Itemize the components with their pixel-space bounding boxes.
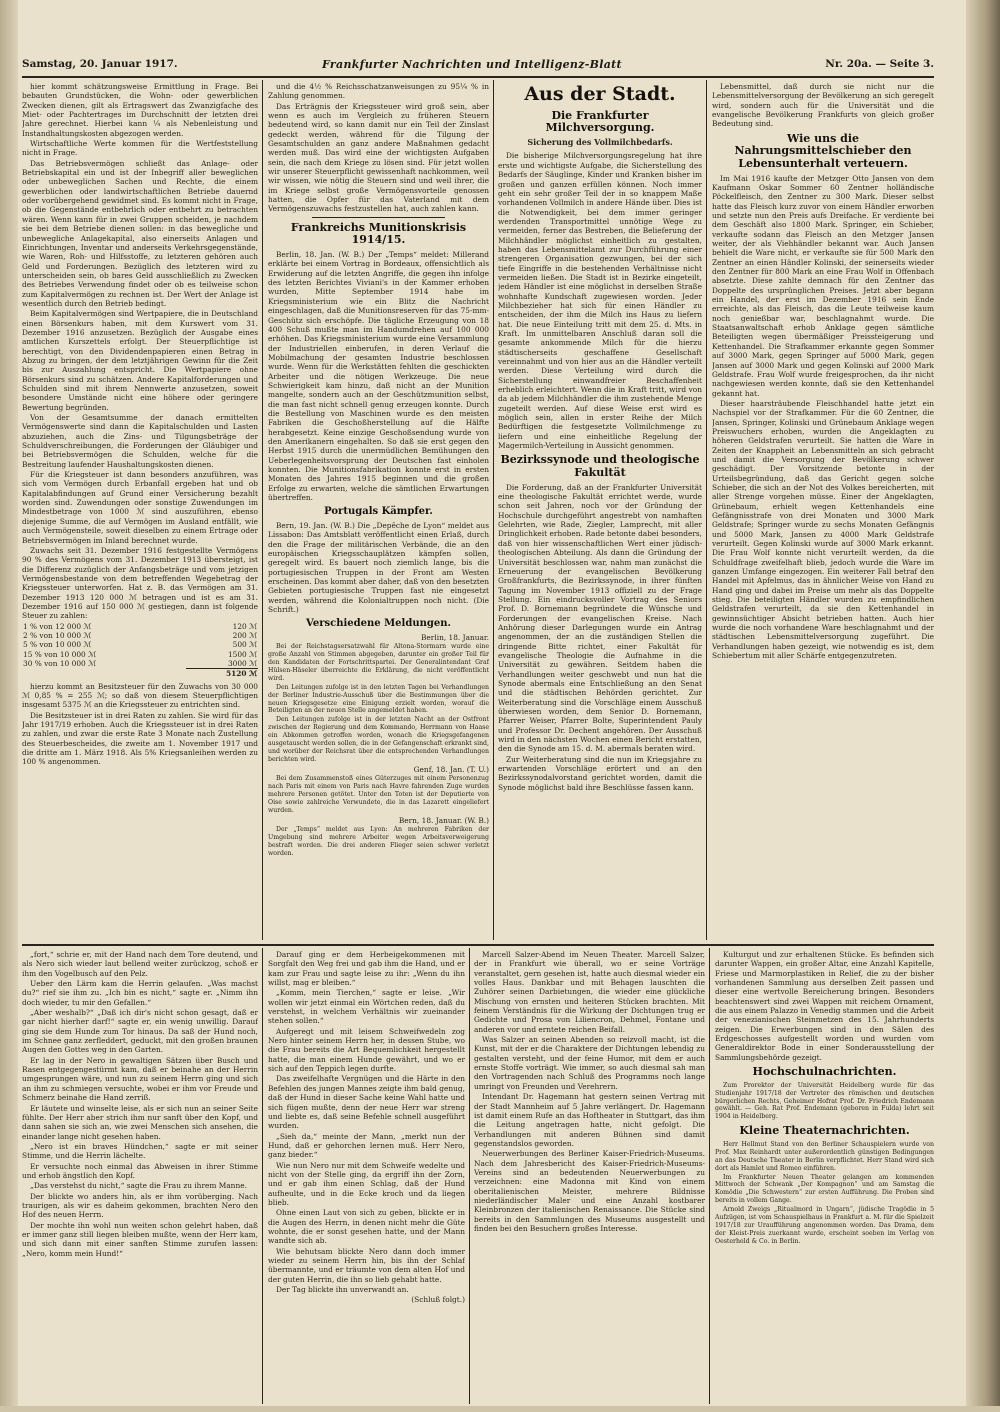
paragraph: „Das verstehst du nicht,“ sagte die Frau zu ihrem Manne.: [30, 1181, 247, 1191]
paragraph: Berlin, 18. Jan. (W. B.) Der „Temps“ meldet: Millerand erklärte bei einem Vortrag in Bordeaux, offensichtlich als Erwiderung auf die letzten Angriffe, die gegen ihn infolge des letzten Berichtes Viviani's in der Kammer erhoben wurden, Mitte September 1914 habe im Kriegsministerium wie ein Blitz die Nachricht eingeschlagen, daß die Munitionsreserven für das 75-mm-Geschütz sich erschöpfe. Die tägliche Erzeugung von 18 400 Schuß mußte man im Handumdrehen auf 100 000 erhöhen. Das Kriegsministerium wurde eine Versammlung der Industriellen einberufen, in deren Verlauf die Mobilmachung der gesamten Industrie beschlossen wurde. Wenn für die Werkstätten fehlten die geschickten Arbeiter und die nötigen Werkzeuge. Die neue Schwierigkeit kam hinzu, daß nicht an der Munition mangelte, sondern auch an der Geschützmunition selbst, die man fast nicht schnell genug erzeugen konnte. Durch die Bestellung von Maschinen wurde es den meisten Fabriken die Geschoßherstellung auf die Hälfte herabgesetzt. Keine einzige Geschoßsendung wurde von den Amerikanern eingehalten. So daß sie erst gegen den Herbst 1915 durch die unermüdlichen Bemühungen den Ueberlegenheitsvorsprung der Deutschen fast einholen konnten. Die Munitionsfabrikation konnte erst in ersten Monaten des Jahres 1915 beginnen und die großen Erfolge zu erwarten, welche die sämtlichen Erwartungen übertreffen.: [268, 250, 489, 503]
tax-example-table: [22, 622, 258, 679]
paragraph: Der „Temps“ meldet aus Lyon: An mehreren Fabriken der Umgebung sind mehrere Arbeiter wegen Arbeitsverweigerung bestraft worden. Die drei anderen Flieger seien schwer verletzt worden.: [268, 825, 489, 857]
table-row: [22, 640, 258, 649]
table-cell-value: 500 ℳ: [232, 640, 257, 650]
subheadline-milk: Sicherung des Vollmilchbedarfs.: [527, 137, 673, 148]
headline-milk-supply: Die Frankfurter Milchversorgung.: [545, 108, 655, 135]
paragraph: Zum Prorektor der Universität Heidelberg wurde für das Studienjahr 1917/18 der Vertreter des römischen und deutschen bürgerlichen Rechts, Geheimer Hofrat Prof. Dr. Friedrich Endemann gewählt. — Geh. Rat Prof. Endemann (geboren in Fulda) lehrt seit 1904 in Heidelberg.: [715, 1081, 934, 1121]
section-title-city: Aus der Stadt.: [524, 83, 676, 105]
table-total: 5120 ℳ: [225, 669, 257, 679]
paragraph: Zur Weiterberatung sind die nun im Kriegsjahre zu erwartenden Vorschläge erörtert und an den Bezirkssynodalvorstand gerichtet worden, damit die Synode möglichst bald ihre Beschlüsse fassen kann.: [498, 754, 702, 792]
paragraph: Er läutete und winselte leise, als er sich nun an seiner Seite fühlte. Der Herr aber strich ihm nur sanft über den Kopf, und dann sahen sie sich an, wie zwei Menschen sich ansehen, die einander lange nicht gesehen haben.: [22, 1103, 258, 1141]
paragraph: Das Erträgnis der Kriegssteuer wird groß sein, aber wenn es auch im Vergleich zu früheren Steuern bedeutend wird, so kann damit nur ein Teil der Zinslast gedeckt werden, während für die Tilgung der Gesamtschulden an ganz andere Maßnahmen gedacht werden muß. Das wird eine der wichtigsten Aufgaben sein, die nach dem Kriege zu lösen sind. Für jetzt wollen wir unserer Steuerpflicht gewissenhaft nachkommen, weil wir wissen, wie nötig die Steuern sind und weil ihrer, die im Kriege selbst große Vermögensvorteile genossen hatten, die Opfer für das Vaterland mit dem Vermögenszuwachs festzustellen hat, auch zahlen kann.: [268, 101, 489, 214]
table-cell-label: 30 % von 10 000 ℳ: [23, 659, 96, 669]
bottom-column-rule-2: [469, 948, 470, 1404]
paragraph: und die 4½ % Reichsschatzanweisungen zu 95¼ % in Zahlung genommen.: [268, 82, 489, 101]
paragraph: „fort,“ schrie er, mit der Hand nach dem Tore deutend, und als Nero sich wieder laut bellend weiter zurückzog, schoß er ihm den Vogelbusch auf den Pelz.: [22, 950, 258, 978]
paragraph: hierzu kommt an Besitzsteuer für den Zuwachs von 30 000 ℳ 0,85 % = 255 ℳ; so daß von diesem Steuerpflichtigen insgesamt 5375 ℳ an die Kriegssteuer zu entrichten sind.: [22, 681, 258, 710]
paragraph: Im Mai 1916 kaufte der Metzger Otto Jansen von dem Kaufmann Oskar Sommer 60 Zentner holländische Pöckelfleisch, den Zentner zu 300 Mark. Dieser selbst hatte das Fleisch kurz zuvor von einem Händler erworben und setzte nun den Preis aufs Dreifache. Er verdiente bei dem Geschäft also 1800 Mark. Springer, ein Schieber, verkaufte sodann das Fleisch an den Metzger Jansen weiter, der als Viehhändler bekannt war. Auch Jansen behielt die Ware nicht, er verkaufte sie für 500 Mark den Zentner an einen Händler Kolinski, der seinerseits wieder den Zentner für 800 Mark an eine Frau Wolf in Offenbach absetzte. Diese zahlte demnach für den Zentner das Doppelte des ursprünglichen Preises. Jetzt aber begann ein Handel, der erst im Dezember 1916 sein Ende erreichte, als das Fleisch, das die Leute teilweise kaum noch genießbar war, beschlagnahmt wurde. Die Staatsanwaltschaft erhob Anklage gegen sämtliche Beteiligten wegen übermäßiger Preissteigerung und Kettenhandel. Die Strafkammer erkannte gegen Sommer auf 3000 Mark, gegen Springer auf 5000 Mark, gegen Jansen auf 3000 Mark und gegen Kolinski auf 2000 Mark Geldstrafe. Frau Wolf wurde freigesprochen, da ihr nicht nachgewiesen werden konnte, daß sie den Kettenhandel gekannt hat.: [712, 173, 934, 398]
header-rule: [22, 76, 934, 78]
paragraph: „Komm, mein Tierchen,“ sagte er leise. „Wir wollen wir jetzt einmal ein Wörtchen reden, daß du verstehst, in welchem Verhältnis wir zueinander stehen sollen.“: [268, 988, 465, 1026]
table-cell-label: 15 % von 10 000 ℳ: [23, 649, 96, 659]
paragraph: Aufgeregt und mit leisem Schweifwedeln zog Nero hinter seinem Herrn her, in dessen Stube, wo die Frau bereits die Art Bequemlichkeit hergestellt hatte, die man einem Hunde gewährt, und wo er sich auf den Teppich legen durfte.: [268, 1026, 465, 1074]
paragraph: Die Forderung, daß an der Frankfurter Universität eine theologische Fakultät errichtet werde, wurde schon seit Jahren, noch vor der Gründung der Hochschule durchgeführt angestrebt von namhaften Gelehrten, wie Rade, Ziegler, Lamprecht, mit aller Dringlichkeit erhoben. Rade betonte dabei besonders, daß von hier wissenschaftlichen Wert einer jüdisch-theologischen Abteilung. Als dann die Gründung der Universität beschlossen war, nahm man zunächst die Erneuerung der evangelischen Bevölkerung Großfrankfurts, die Bezirkssynode, in ihrer fünften Tagung im November 1913 offiziell zu der Frage Stellung. Ein eindrucksvoller Vortrag des Seniors Prof. D. Bornemann begründete die Wünsche und Forderungen der evangelischen Kreise. Nach Anhörung dieser Darlegungen wurde ein Antrag angenommen, der an die zuständigen Stellen die dringende Bitte richtet, einer Fakultät für evangelische Theologie die Aufnahme in die Universität zu gewähren. Seitdem haben die Verhandlungen weiter geschwebt und nun hat die Synode abermals eine Entschließung an den Senat und die städtischen Behörden gerichtet. Zur Weiterberatung sind die Vorschläge einem Ausschuß überwiesen worden, dem Senior D. Bornemann, Pfarrer Weiser, Pfarrer Bolte, Superintendent Pauly und Professor Dr. Dechent angehören. Der Ausschuß wird in den nächsten Wochen einen Bericht erstatten, den die Synode am 15. d. M. abermals beraten wird.: [498, 482, 702, 754]
paragraph: Wirtschaftliche Werte kommen für die Wertfeststellung nicht in Frage.: [22, 139, 258, 158]
paragraph: Ohne einen Laut von sich zu geben, blickte er in die Augen des Herrn, in denen nicht mehr die Güte wohnte, die er sonst gesehen hatte, und der Mann wandte sich ab.: [268, 1208, 465, 1246]
table-cell-value: 1500 ℳ: [227, 649, 257, 659]
story-continuation-note: (Schluß folgt.): [411, 1295, 465, 1305]
paragraph: Arnold Zweigs „Ritualmord in Ungarn“, jüdische Tragödie in 5 Aufzügen, ist vom Schauspielhaus in Frankfurt a. M. für die Spielzeit 1917/18 zur Uraufführung angenommen worden. Das Drama, dem der Kleist-Preis zuerkannt wurde, erscheint soeben im Verlag von Oesterheld & Co. in Berlin.: [715, 1206, 934, 1245]
paragraph: Darauf ging er dem Herbeigekommenen mit Sorgfalt den Weg frei und gab ihm die Hand, und er kam zur Frau und sagte leise zu ihr: „Wenn du ihn willst, mag er bleiben.“: [268, 950, 465, 988]
paragraph: Im Frankfurter Neuen Theater gelangen am kommenden Mittwoch der Schwank „Der Kompagnon“ und am Samstag die Komödie „Die Schwestern“ zur ersten Aufführung. Die Proben sind bereits in vollem Gange.: [715, 1173, 934, 1205]
column-rule-3: [706, 80, 707, 940]
column-news: [268, 82, 489, 942]
page-edge-right: [966, 0, 1000, 1412]
dateline: Bern, 18. Januar. (W. B.): [398, 815, 489, 825]
paragraph: Er versuchte noch einmal das Abweisen in ihrer Stimme und erhob ängstlich den Kopf.: [22, 1161, 258, 1180]
paragraph: Kulturgut und zur erhaltenen Stücke. Es befinden sich darunter Wappen, ein großer Altar, eine Anzahl Kapitelle, Friese und Marmorplastiken in Relief, die zu der bisher vorhandenen Sammlung aus derselben Zeit passen und dieser eine wertvolle Bereicherung bringen. Besonders beachtenswert sind zwei Wappen mit reichem Ornament, die aus einem Palazzo in Venedig stammen und die Arbeit der venezianischen Steinmetzen des 15. Jahrhunderts zeigen. Die Erwerbungen sind in den Sälen des Erdgeschosses aufgestellt worden und wurden vom Generaldirektor Bode in einer Sonderausstellung der Sammlungsbehörde gezeigt.: [715, 950, 934, 1062]
headline-theology-faculty: Bezirkssynode und theologische Fakultät: [500, 453, 700, 480]
paragraph: „Aber weshalb?“ „Daß ich dir's nicht schon gesagt, daß er gar nicht hierher darf!“ sagte er, ein wenig unwillig. Darauf ging sie dem Hunde zum Tor hinaus. Da saß der Hund noch, im Schnee ganz zerfleddert, geduckt, mit den großen braunen Augen den Gottes weg in den Garten.: [22, 1008, 258, 1055]
paragraph: Herr Hellmut Stand von den Berliner Schauspielern wurde von Prof. Max Reinhardt unter außerordentlich günstigen Bedingungen an das Deutsche Theater in Berlin verpflichtet. Herr Stand wird sich dort als Hamlet und Romeo einführen.: [715, 1140, 934, 1172]
table-cell-value: 200 ℳ: [232, 630, 257, 640]
paragraph: Die bisherige Milchversorgungsregelung hat ihre erste und wichtigste Aufgabe, die Sicherstellung des Bedarfs der Säuglinge, Kinder und Kranken bisher im großen und ganzen erfüllen können. Noch immer geht ein sehr großer Teil der in so knappem Maße vorhandenen Vollmilch in andere Hände über. Dies ist die Notwendigkeit, bei dem immer geringer werdenden Transportmittel unnötige Wege zu vermeiden, ferner das Bestreben, die Belieferung der Milchhändler möglichst einheitlich zu gestalten, haben das Lebensmittelamt zur Durchführung einer strengeren Organisation gezwungen, bei der sich tiefe Eingriffe in die bestehenden Verhältnisse nicht vermeiden ließen. Die Stadt ist in Bezirke eingeteilt, jedem Händler ist eine möglichst in derselben Straße wohnhafte Kundschaft zugewiesen worden. Jeder Milchbezieher hat sich für einen Händler zu entscheiden, der ihm die Milch ins Haus zu liefern hat. Die neue Einteilung tritt mit dem 25. d. Mts. in Kraft. Im unmittelbaren Anschluß daran soll die gesamte ankommende Milch für die hierzu städtischerseits geschaffene Gesellschaft vereinnahmt und von hier aus an die Händler verteilt werden. Diese Verteilung wird durch die Sicherstellung einwandfreier Beschaffenheit erheblich erleichtert. Wenn die in Kraft tritt, wird von da ab jedem Milchhändler die ihm zustehende Menge zugeteilt werden. Auf diese Weise erst wird es möglich sein, allen in erster Reihe der Milch Bedürftigen die festgesetzte Vollmilchmenge zu liefern und eine einheitliche Regelung der Magermilch-Verteilung in Aussicht genommen.: [498, 151, 702, 451]
paragraph: „Sieh da,“ meinte der Mann, „merkt nun der Hund, daß er gehorchen lernen muß. Herr Nero, ganz bieder.“: [268, 1131, 465, 1160]
paragraph: Dieser haarsträubende Fleischhandel hatte jetzt ein Nachspiel vor der Strafkammer. Für die 60 Zentner, die Jansen, Springer, Kolinski und Grünebaum Anklage wegen Preiswuchers erhoben, wurden die Angeklagten zu höheren Geldstrafen verurteilt. Sie hatten die Ware in Zeiten der Knappheit an Lebensmitteln an sich gebracht und damit die Versorgung der Bevölkerung schwer geschädigt. Der Vorsitzende betonte in der Urteilsbegründung, daß das Gericht gegen solche Schieber, die sich an der Not des Volkes bereicherten, mit aller Strenge vorgehen müsse. Einer der Angeklagten, Grünebaum, erhielt wegen Kettenhandels eine Gefängnisstrafe von drei Monaten und 3000 Mark Geldstrafe; Springer wurde zu sechs Monaten Gefängnis und 5000 Mark, Jansen zu 4000 Mark Geldstrafe verurteilt. Gegen Kolinski wurde auf 3000 Mark erkannt. Die Frau Wolf konnte nicht verurteilt werden, da die Schuldfrage zweifelhaft blieb, jedoch wurde die Ware im ganzen Umfange eingezogen. Ein weiterer Fall betraf den Handel mit Apfelmus, das in ähnlicher Weise von Hand zu Hand ging und dabei im Preise um mehr als das Doppelte stieg. Die beteiligten Händler wurden zu empfindlichen Geldstrafen verurteilt, da sie den Kettenhandel in gewinnsüchtiger Absicht betrieben hatten. Auch hier wurde die noch vorhandene Ware beschlagnahmt und der städtischen Lebensmittelversorgung zugeführt. Die Verhandlungen haben gezeigt, wie notwendig es ist, dem Schiebertum mit aller Schärfe entgegenzutreten.: [712, 398, 934, 661]
paragraph: Bei der Reichstagsersatzwahl für Altona-Stormarn wurde eine große Anzahl von Stimmen abgegeben, darunter ein großer Teil für den Kandidaten der Fortschrittspartei. Der Generalintendant Graf Hülsen-Häseler überreichte die Erklärung, die nicht veröffentlicht wird.: [268, 643, 489, 682]
page-edge-bottom: [0, 1406, 1000, 1412]
paragraph: Von der Gesamtsumme der danach ermittelten Vermögenswerte sind dann die Kapitalschulden und Lasten abzuziehen, auch die Zins- und Tilgungsbeträge der Schuldverschreibungen, die Forderungen der Gläubiger und bei Betriebsvermögen die Schulden, welche für die Bestreitung laufender Haushaltungskosten dienen.: [22, 413, 258, 469]
paragraph: Wie nun Nero nur mit dem Schweife wedelte und nicht von der Stelle ging, da ergriff ihn der Zorn, und er gab ihm einen Schlag, daß der Hund aufheulte, und in die Ecke kroch und da liegen blieb.: [268, 1160, 465, 1207]
header-masthead: Frankfurter Nachrichten und Intelligenz-Blatt: [322, 58, 622, 71]
headline-portugal: Portugals Kämpfer.: [324, 506, 433, 518]
paragraph: Ueber den Lärm kam die Herrin gelaufen. „Was machst du?“ rief sie ihm zu. „Ich bin es nicht,“ sagte er. „Nimm ihn doch wieder, tu mir den Gefallen.“: [22, 979, 258, 1007]
headline-food-profiteers: Wie uns die Nahrungsmittelschieber den Lebensunterhalt verteuern.: [734, 131, 912, 170]
table-row: [22, 650, 258, 659]
table-row: [22, 659, 258, 669]
paragraph: Den Leitungen zufolge ist in der letzten Nacht an der Ostfront zwischen der Regierung und dem Kommando, Herrmann von Haase ein Abkommen getroffen worden, wonach die Kriegsgefangenen ausgetauscht werden sollen, die in der Gefangenschaft erkrankt sind, und worüber der Reichsrat über die entsprechenden Verhandlungen berichten wird.: [268, 716, 489, 763]
column-rule-1: [262, 80, 263, 940]
paragraph: „Nero ist ein braves Hündchen,“ sagte er mit seiner Stimme, und die Herrin lächelte.: [22, 1141, 258, 1161]
column-food-profiteers: [712, 82, 934, 942]
paragraph: Zuwachs seit 31. Dezember 1916 festgestellte Vermögens 90 % des Vermögens vom 31. Dezember 1913 übersteigt, ist die Differenz zuzüglich der Anfangsbeträge und vom jetzigen Vermögensbestande von dem betreffenden Wegebetrag der Kriegssteuer unterworfen. Hat z. B. das Vermögen am 31. Dezember 1913 120 000 ℳ betragen und ist es am 31. Dezember 1916 auf 150 000 ℳ gestiegen, dann ist folgende Steuer zu zahlen:: [22, 545, 258, 621]
page-header: [22, 58, 934, 74]
bottom-column-rule-3: [709, 948, 710, 1404]
feuilleton-rule: [22, 944, 934, 946]
table-cell-value: 3000 ℳ: [186, 659, 258, 669]
paragraph: Für die Kriegsteuer ist dann besonders anzuführen, was sich vom Vermögen durch Erbanfall ergeben hat und ob Kapitalabfindungen auf Grund einer Versicherung bezahlt worden sind. Zuwendungen oder sonstige Zuwendungen im Mindestbetrage von 1000 ℳ sind auszuführen, ebenso diejenige Summe, die auf Vermögen im Ausland entfällt, wie auch Vermögensteile, soweit dieselben zu einem Ertrage oder Betriebsvermögen im Inland berechnet wurde.: [22, 470, 258, 545]
paragraph: hier kommt schätzungsweise Ermittlung in Frage. Bei bebauten Grundstücken, die Wohn- oder gewerblichen Zwecken dienen, gilt als Ertragswert das Zwanzigfache des Miet- oder Pachtertrages im Durchschnitt der letzten drei Jahre gerechnet. Hierbei kann ¼ als Nebenleistung und Instandhaltungskosten abgezogen werden.: [22, 82, 258, 138]
paragraph: Der blickte wo anders hin, als er ihm vorüberging. Nach traurigen, als wir es daheim gekommen, brachten Nero den Hof des neuen Herrn.: [22, 1191, 258, 1220]
paragraph: Neuerwerbungen des Berliner Kaiser-Friedrich-Museums. Nach dem Jahresbericht des Kaiser-Friedrich-Museums-Vereins sind an bedeutenden Neuerwerbungen zu verzeichnen: eine Madonna mit Kind von einem oberitalienischen Meister, mehrere Bildnisse niederländischer Maler und eine Anzahl kostbarer Kleinbronzen der italienischen Renaissance. Die Stücke sind bereits in den Sammlungen des Museums ausgestellt und finden bei den Besuchern großes Interesse.: [474, 1149, 705, 1233]
table-row: [22, 631, 258, 640]
headline-munitions-crisis: Frankreichs Munitionskrisis 1914/15.: [290, 220, 467, 247]
paragraph: Der Tag blickte ihn unverwandt an.: [276, 1285, 409, 1295]
column-tax-article: [22, 82, 258, 942]
paragraph: Bern, 19. Jan. (W. B.) Die „Depêche de Lyon“ meldet aus Lissabon: Das Amtsblatt veröffentlicht einen Erlaß, durch den die Frage der militärischen Verbände, die an den europäischen Kriegsschauplätzen kämpfen sollen, geregelt wird. Es bauert noch ziemlich lange, bis die portugiesischen Truppen in der Front am Westen erscheinen. Das kommt aber daher, daß von den besetzten Gebieten portugiesische Truppen fast nie eingesetzt werden, während die Kolonialtruppen noch nicht. (Die Schrift.): [268, 520, 489, 614]
table-cell-label: 1 % von 12 000 ℳ: [23, 621, 92, 631]
table-row: [22, 622, 258, 631]
paragraph: Die Besitzsteuer ist in drei Raten zu zahlen. Sie wird für das Jahr 1917/19 erhoben. Auch die Kriegssteuer ist in drei Raten zu zahlen, und zwar die erste Rate 3 Monate nach Zustellung des Steuerbescheides, die zweite am 1. November 1917 und die dritte am 1. März 1918. Als 5% Kriegsanleihen werden zu 100 % angenommen.: [22, 710, 258, 767]
divider: [312, 217, 445, 218]
paragraph: Marcell Salzer-Abend im Neuen Theater. Marcell Salzer, der in Frankfurt wie überall, wo er seine Vorträge veranstaltet, gern gesehen ist, hatte auch diesmal wieder ein volles Haus. Dankbar und mit Behagen lauschten die Zuhörer seinen Darbietungen, die wieder eine glückliche Mischung von ernsten und heiteren Stücken brachten. Mit feinem Verständnis für die Wirkung der Dichtungen trug er Gedichte und Prosa von Liliencron, Dehmel, Fontane und anderen vor und erntete reichen Beifall.: [474, 950, 705, 1034]
column-rule-2: [493, 80, 494, 940]
page-edge-left: [0, 0, 18, 1412]
paragraph: Lebensmittel, daß durch sie nicht nur die Lebensmittelversorgung der Bevölkerung an sich geregelt wird, sondern auch für die Universität und die evangelische Bevölkerung Frankfurts von gleich großer Bedeutung sind.: [712, 82, 934, 129]
table-cell-value: 120 ℳ: [232, 621, 257, 631]
column-city-news: [498, 82, 702, 942]
column-culture-news: [474, 950, 705, 1404]
paragraph: Beim Kapitalvermögen sind Wertpapiere, die in Deutschland einen Börsenkurs haben, mit dem Kurswert vom 31. Dezember 1916 anzusetzen. Bezüglich der Ausgabe eines amtlichen Kurszettels erfolgt. Der Steuerpflichtige ist berechtigt, von den Dividendenpapieren einen Betrag in Abzug zu bringen, der dem letztjährigen Gewinn für die Zeit bis zur Auszahlung entspricht. Die Wertpapiere ohne Börsenkurs sind zu schätzen. Andere Kapitalforderungen und Schulden sind mit ihrem Nennwerte anzusetzen, soweit besondere Umstände nicht eine höhere oder geringere Bewertung begründen.: [22, 309, 258, 412]
paragraph: Was Salzer an seinen Abenden so reizvoll macht, ist die Kunst, mit der er die Charaktere der Dichtungen lebendig zu gestalten versteht, und der feine Humor, mit dem er auch ernste Stoffe vorträgt. Wie immer, so auch diesmal sah man den Vortragenden nach Schluß des Programms noch lange umringt von Freunden und Verehrern.: [474, 1035, 705, 1091]
dateline: Genf, 18. Jan. (T. U.): [413, 764, 489, 774]
header-date: Samstag, 20. Januar 1917.: [22, 58, 178, 70]
column-university-theater: [715, 950, 934, 1404]
header-page-number: Nr. 20a. — Seite 3.: [825, 58, 934, 70]
paragraph: Das zweifelhafte Vergnügen und die Härte in den Befehlen des jungen Mannes zeigte ihm bald genug, daß der Hund in dieser Sache keine Wahl hatte und sich fügen mußte, denn der neue Herr war streng und liebte es, daß seine Befehle schnell ausgeführt wurden.: [268, 1074, 465, 1131]
paragraph: Bei dem Zusammenstoß eines Güterzuges mit einem Personenzug nach Paris mit einem von Paris nach Havre fahrenden Zuge wurden mehrere Personen getötet. Unter den Toten ist der Deputierte von Oise sowie zahlreiche Verwundete, die in das Lazarett eingeliefert wurden.: [268, 775, 489, 814]
headline-various-reports: Verschiedene Meldungen.: [306, 618, 451, 630]
table-cell-label: 5 % von 10 000 ℳ: [23, 640, 92, 650]
headline-theater-news: Kleine Theaternachrichten.: [739, 1124, 910, 1138]
feuilleton-story-part-2: [268, 950, 465, 1404]
bottom-column-rule-1: [262, 948, 263, 1404]
table-cell-label: 2 % von 10 000 ℳ: [23, 630, 92, 640]
feuilleton-story-part-1: [22, 950, 258, 1404]
paragraph: Er lag in der Nero in gewaltigen Sätzen über Busch und Rasen entgegengestürmt kam, daß er beinahe an der Herrin umgesprungen wäre, und nun zu seinem Herrn ging und sich an ihm zu schmiegen versuchte, wobei er ihm vor Freude und Schmerz beinahe die Hand zerriß.: [22, 1055, 258, 1103]
paragraph: Der mochte ihn wohl nun weiten schon gelehrt haben, daß er immer ganz still liegen bleiben mußte, wenn der Herr kam, und sich dann mit einer sanften Stimme zurufen lassen: „Nero, komm mein Hund!“: [22, 1220, 258, 1258]
table-total-row: [22, 669, 258, 679]
paragraph: Intendant Dr. Hagemann hat gestern seinen Vertrag mit der Stadt Mannheim auf 5 Jahre verlängert. Dr. Hagemann ist damit einem Rufe an das Hoftheater in Stuttgart, das ihm die Leitung angetragen hatte, nicht gefolgt. Die Verhandlungen mit anderen Bühnen sind damit gegenstandslos geworden.: [474, 1092, 705, 1148]
paragraph: Wie behutsam blickte Nero dann doch immer wieder zu seinem Herrn hin, bis ihn der Schlaf übermannte, und er träumte von dem alten Hof und der guten Herrin, die ihn so lieb gehabt hatte.: [268, 1246, 465, 1284]
paragraph: Den Leitungen zufolge ist in den letzten Tagen bei Verhandlungen der Berliner Industrie-Ausschuß über die Bestimmungen über die neuen Kriegsgesetze eine Einigung erzielt worden, worauf die Beteiligten an der neuen Stelle angemeldet haben.: [268, 683, 489, 715]
headline-university-news: Hochschulnachrichten.: [752, 1065, 897, 1079]
dateline: Berlin, 18. Januar.: [421, 632, 489, 642]
paragraph: Das Betriebsvermögen schließt das Anlage- oder Betriebskapital ein und ist der Inbegriff aller beweglichen oder unbeweglichen Sachen und Rechte, die einem gewerblichen oder landwirtschaftlichen Betriebe dauernd oder vorübergehend gewidmet sind. Es kommt nicht in Frage, ob die Gegenstände entbehrlich oder entbehrt zu betrachten wären. Wenn kann für in zwei Gruppen scheiden, je nachdem sie bei dem Betriebe dienen sollen: in das bewegliche und unbewegliche Anlagekapital, also einerseits Anlagen und Einrichtungen, Inventar und anderseits Verkehrsgegenstände, wie Waren, Roh- und Hilfsstoffe, zu letzteren gehören auch Geld und Forderungen. Bezüglich des letzteren wird zu unterscheiden sein, ob bares Geld ausschließlich zu Zwecken des Betriebes Verwendung findet oder ob es teilweise schon zum Kapitalvermögen zu rechnen ist. Der Wert der Anlage ist wesentlich durch den Betrieb bedingt.: [22, 158, 258, 308]
